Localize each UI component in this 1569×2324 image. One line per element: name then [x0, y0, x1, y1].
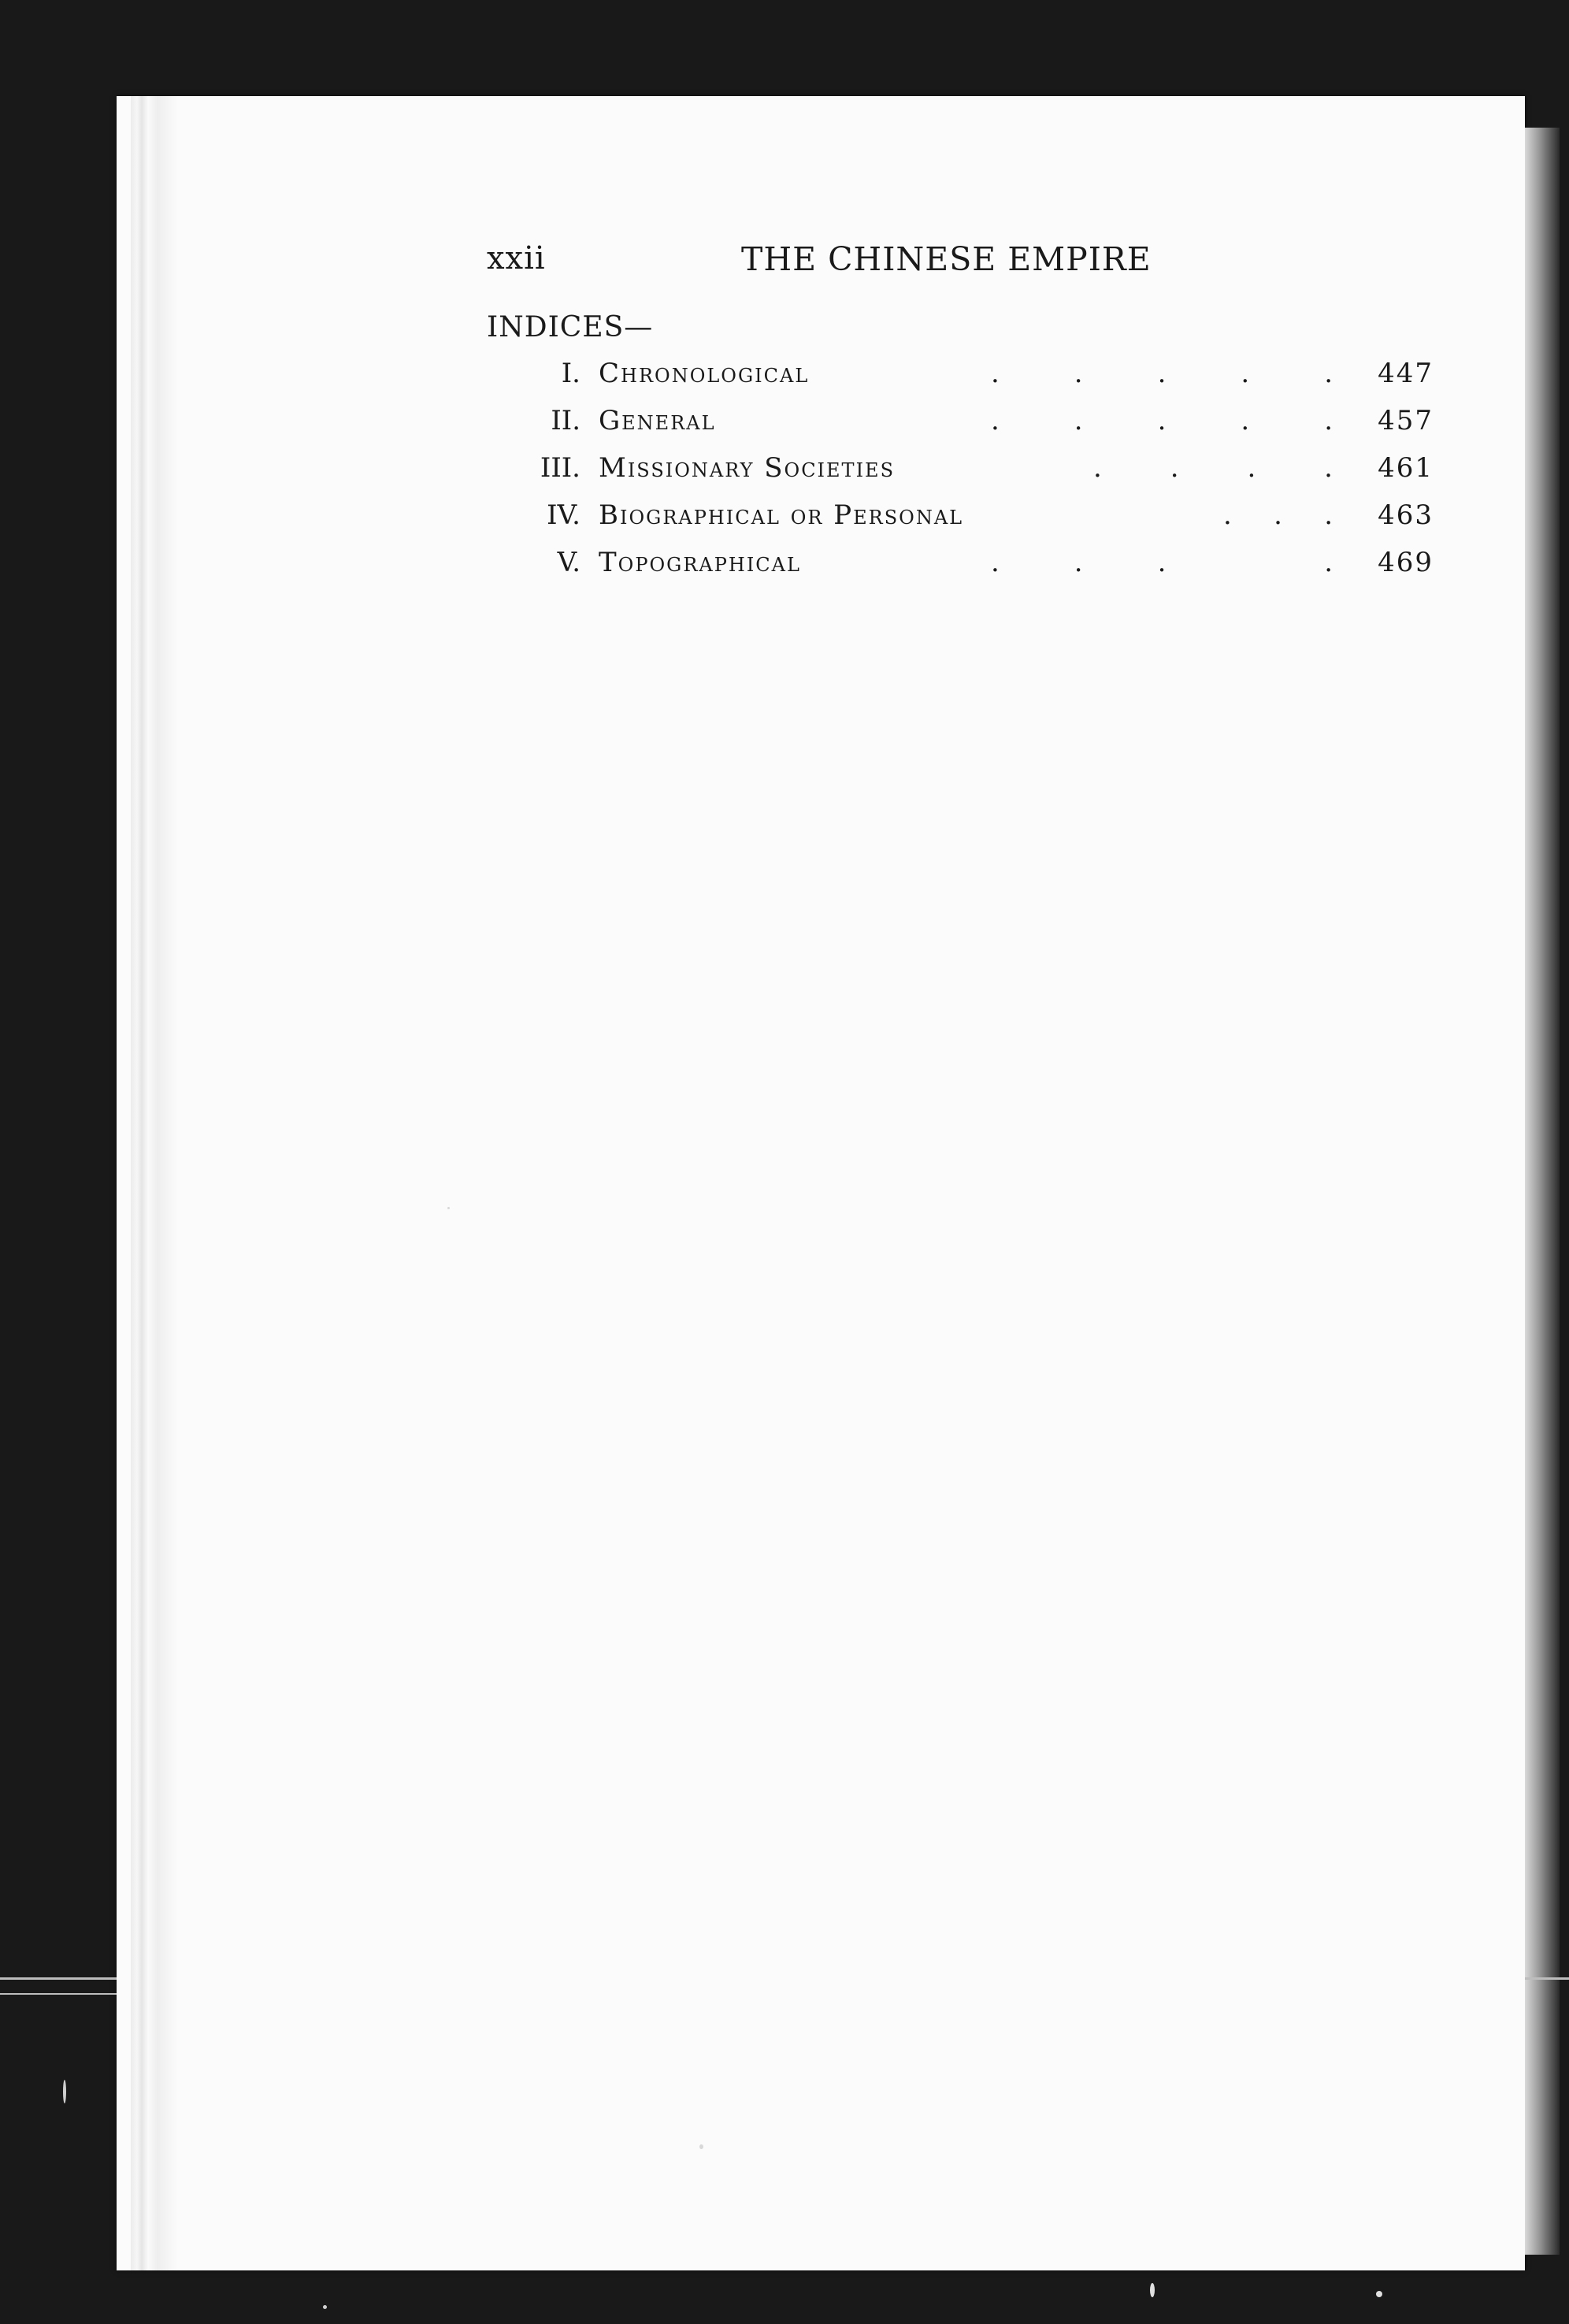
indices-table-of-contents — [542, 356, 1434, 592]
section-heading: INDICES— — [487, 311, 654, 343]
toc-entry — [542, 498, 1434, 545]
dot-leader: . . . . — [1093, 452, 1333, 484]
toc-entry — [542, 451, 1434, 498]
dust-speck — [1150, 2283, 1155, 2297]
dot-leader: . . . . . — [991, 405, 1333, 436]
page-edge-shadow — [1525, 128, 1560, 2255]
toc-entry-number: IV. — [547, 499, 580, 531]
dust-speck — [323, 2305, 327, 2309]
toc-entry-label: Missionary Societies — [599, 452, 896, 484]
binding-gutter — [131, 96, 178, 2270]
toc-entry-number: II. — [551, 405, 580, 436]
dust-speck — [1376, 2291, 1382, 2297]
toc-entry-page: 469 — [1378, 547, 1434, 578]
toc-entry — [542, 403, 1434, 451]
dust-speck — [699, 2144, 703, 2149]
toc-entry-number: V. — [557, 547, 580, 578]
book-page — [117, 96, 1525, 2270]
toc-entry-page: 447 — [1378, 358, 1434, 389]
dust-speck — [447, 1207, 450, 1209]
dot-leader: . . . . — [991, 547, 1333, 578]
toc-entry — [542, 356, 1434, 403]
toc-entry-number: I. — [561, 358, 580, 389]
toc-entry-page: 457 — [1378, 405, 1434, 436]
toc-entry-page: 463 — [1378, 499, 1434, 531]
running-head — [487, 240, 1290, 288]
toc-entry-label: Biographical or Personal — [599, 499, 964, 531]
dot-leader: . . . — [1223, 499, 1333, 531]
toc-entry-label: General — [599, 405, 716, 436]
dot-leader: . . . . . — [991, 358, 1333, 389]
film-scratch — [0, 1993, 117, 1995]
toc-entry — [542, 545, 1434, 592]
book-title: THE CHINESE EMPIRE — [741, 240, 1152, 278]
toc-entry-number: III. — [540, 452, 580, 484]
toc-entry-label: Chronological — [599, 358, 810, 389]
film-scratch — [0, 1977, 117, 1980]
toc-entry-label: Topographical — [599, 547, 801, 578]
dust-speck — [63, 2080, 66, 2103]
page-number: xxii — [487, 240, 546, 277]
film-scratch — [1525, 1977, 1569, 1980]
toc-entry-page: 461 — [1378, 452, 1434, 484]
